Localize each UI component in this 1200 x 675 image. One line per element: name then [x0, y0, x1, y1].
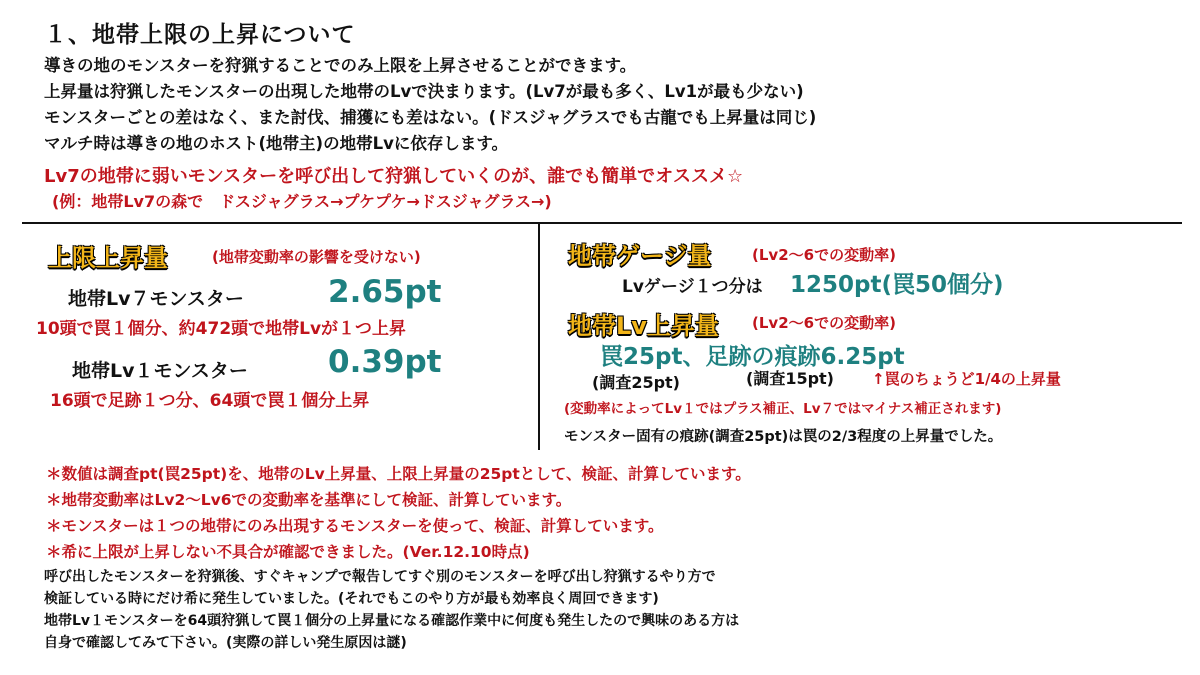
quarter-note: ↑罠のちょうど1/4の上昇量 — [872, 370, 1061, 388]
zone-gauge-heading: 地帯ゲージ量 — [568, 242, 712, 270]
note-4: ＊希に上限が上昇しない不具合が確認できました。(Ver.12.10時点) — [46, 543, 530, 561]
intro-line-3: モンスターごとの差はなく、また討伐、捕獲にも差はない。(ドスジャグラスでも古龍でも上昇量は同じ) — [44, 108, 817, 127]
lv7-monster-value: 2.65pt — [328, 274, 442, 310]
correction-note: (変動率によってLv１ではプラス補正、Lv７ではマイナス補正されます) — [564, 401, 1002, 417]
note-3: ＊モンスターは１つの地帯にのみ出現するモンスターを使って、検証、計算しています。 — [46, 517, 664, 535]
lv7-monster-label: 地帯Lv７モンスター — [68, 288, 244, 310]
bug-line-4: 自身で確認してみて下さい。(実際の詳しい発生原因は謎) — [44, 635, 407, 651]
survey-25pt: (調査25pt) — [592, 373, 680, 392]
intro-line-4: マルチ時は導きの地のホスト(地帯主)の地帯Lvに依存します。 — [44, 134, 509, 153]
note-1: ＊数値は調査pt(罠25pt)を、地帯のLv上昇量、上限上昇量の25ptとして、検証、計算しています。 — [46, 465, 751, 483]
lv-up-value: 罠25pt、足跡の痕跡6.25pt — [600, 344, 905, 370]
unique-trace-note: モンスター固有の痕跡(調査25pt)は罠の2/3程度の上昇量でした。 — [564, 429, 1003, 445]
intro-line-1: 導きの地のモンスターを狩猟することでのみ上限を上昇させることができます。 — [44, 56, 637, 75]
lv1-monster-value: 0.39pt — [328, 344, 442, 380]
horizontal-divider — [22, 222, 1182, 224]
zone-lv-up-note: (Lv2～6での変動率) — [752, 314, 896, 332]
recommend-example: (例：地帯Lv7の森で ドスジャグラス→プケプケ→ドスジャグラス→) — [52, 192, 552, 211]
recommend-line: Lv7の地帯に弱いモンスターを呼び出して狩猟していくのが、誰でも簡単でオススメ☆ — [44, 166, 744, 187]
zone-lv-up-heading: 地帯Lv上昇量 — [568, 312, 719, 340]
cap-increase-heading: 上限上昇量 — [48, 244, 168, 272]
bug-line-1: 呼び出したモンスターを狩猟後、すぐキャンプで報告してすぐ別のモンスターを呼び出し狩猟するやり方で — [44, 569, 716, 585]
page-title: １、地帯上限の上昇について — [44, 22, 356, 48]
bug-line-2: 検証している時にだけ希に発生していました。(それでもこのやり方が最も効率良く周回できます) — [44, 591, 659, 607]
gauge-value: 1250pt(罠50個分) — [790, 272, 1004, 298]
bug-line-3: 地帯Lv１モンスターを64頭狩猟して罠１個分の上昇量になる確認作業中に何度も発生したので興味のある方は — [44, 613, 740, 629]
zone-gauge-note: (Lv2～6での変動率) — [752, 246, 896, 264]
lv1-monster-label: 地帯Lv１モンスター — [72, 360, 248, 382]
intro-line-2: 上昇量は狩猟したモンスターの出現した地帯のLvで決まります。(Lv7が最も多く、Lv1が最も少ない) — [44, 82, 804, 101]
cap-increase-note: (地帯変動率の影響を受けない) — [212, 248, 421, 266]
survey-15pt: (調査15pt) — [746, 369, 834, 388]
vertical-divider — [538, 224, 540, 450]
note-2: ＊地帯変動率はLv2～Lv6での変動率を基準にして検証、計算しています。 — [46, 491, 572, 509]
gauge-label: Lvゲージ１つ分は — [622, 277, 763, 297]
lv7-monster-desc: 10頭で罠１個分、約472頭で地帯Lvが１つ上昇 — [36, 319, 407, 339]
lv1-monster-desc: 16頭で足跡１つ分、64頭で罠１個分上昇 — [50, 391, 370, 411]
